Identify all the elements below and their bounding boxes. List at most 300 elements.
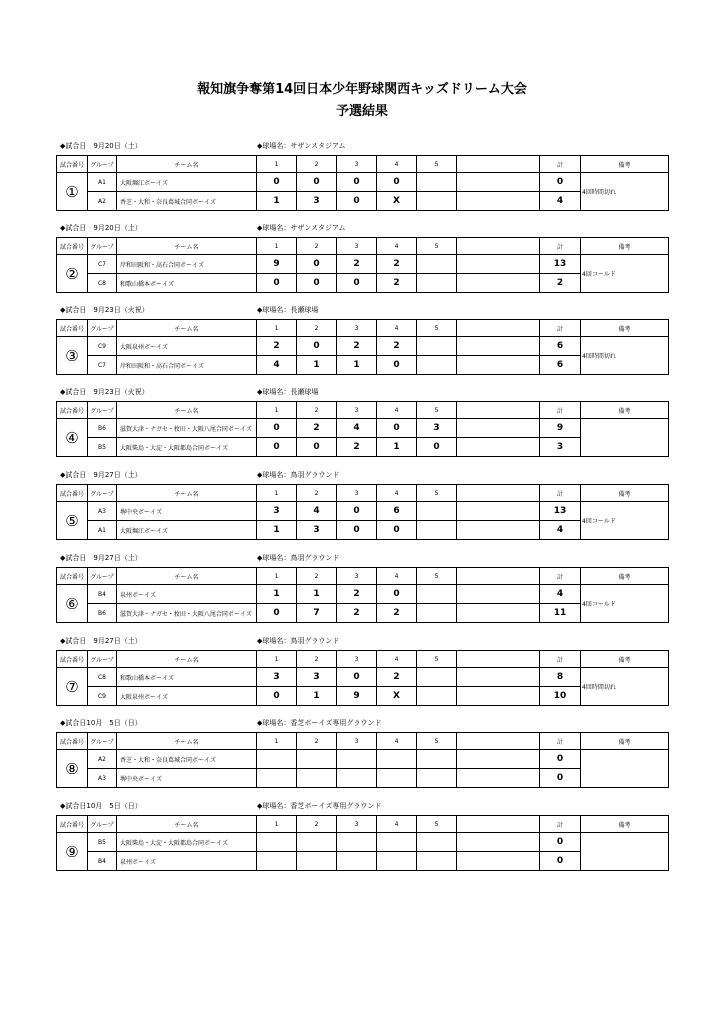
game-number: ②	[57, 255, 88, 293]
score-table	[56, 732, 669, 788]
game-number: ⑥	[57, 585, 88, 623]
score-table	[56, 815, 669, 871]
header-team: チーム名	[117, 485, 257, 502]
header-inning: 3	[337, 238, 377, 255]
score-table	[56, 319, 669, 375]
header-row	[57, 402, 669, 419]
header-team: チーム名	[117, 402, 257, 419]
header-inning: 4	[377, 816, 417, 833]
team-group: C8	[88, 668, 117, 687]
header-inning: 4	[377, 402, 417, 419]
team-row	[57, 502, 669, 521]
game-date: ◆試合日 9月27日（土）	[60, 471, 142, 479]
header-inning: 1	[257, 320, 297, 337]
inning-score	[417, 604, 457, 623]
blank-cell	[457, 521, 540, 540]
game-remarks	[581, 833, 669, 871]
game-header	[56, 303, 668, 319]
game-date: ◆試合日10月 5日（日）	[60, 719, 142, 727]
header-team: チーム名	[117, 320, 257, 337]
header-remarks: 備考	[581, 816, 669, 833]
header-total: 計	[540, 568, 581, 585]
header-total: 計	[540, 733, 581, 750]
inning-score	[417, 769, 457, 788]
header-blank	[457, 651, 540, 668]
game-number: ⑧	[57, 750, 88, 788]
header-inning: 2	[297, 651, 337, 668]
inning-score: 3	[297, 192, 337, 211]
header-team: チーム名	[117, 733, 257, 750]
total-score: 0	[540, 852, 581, 871]
total-score: 9	[540, 419, 581, 438]
game-section	[56, 139, 668, 211]
inning-score: 2	[377, 337, 417, 356]
page-subtitle: 予選結果	[335, 104, 388, 119]
header-game-no: 試合番号	[57, 320, 88, 337]
score-table	[56, 650, 669, 706]
header-team: チーム名	[117, 568, 257, 585]
header-inning: 1	[257, 485, 297, 502]
team-group: B4	[88, 585, 117, 604]
inning-score: 0	[257, 274, 297, 293]
team-row	[57, 585, 669, 604]
header-row	[57, 156, 669, 173]
total-score: 4	[540, 521, 581, 540]
game-remarks: 4回コールド	[581, 255, 669, 293]
inning-score: 2	[337, 438, 377, 457]
total-score: 2	[540, 274, 581, 293]
inning-score	[417, 192, 457, 211]
header-total: 計	[540, 816, 581, 833]
inning-score: 0	[337, 192, 377, 211]
inning-score	[417, 852, 457, 871]
header-remarks: 備考	[581, 651, 669, 668]
header-total: 計	[540, 485, 581, 502]
inning-score: 3	[257, 668, 297, 687]
team-name: 香芝・大和・奈良葛城合同ボーイズ	[117, 192, 257, 211]
inning-score: 0	[377, 173, 417, 192]
header-inning: 1	[257, 733, 297, 750]
game-header	[56, 634, 668, 650]
team-row	[57, 274, 669, 293]
game-venue: ◆球場名：香芝ボーイズ専用グラウンド	[257, 802, 382, 810]
header-game-no: 試合番号	[57, 156, 88, 173]
header-blank	[457, 238, 540, 255]
team-name: 和歌山橋本ボーイズ	[117, 668, 257, 687]
inning-score: 0	[297, 337, 337, 356]
header-row	[57, 568, 669, 585]
header-blank	[457, 320, 540, 337]
game-header	[56, 221, 668, 237]
team-name: 堺中央ボーイズ	[117, 769, 257, 788]
game-header	[56, 799, 668, 815]
blank-cell	[457, 833, 540, 852]
score-table	[56, 567, 669, 623]
team-group: C9	[88, 687, 117, 706]
header-game-no: 試合番号	[57, 816, 88, 833]
inning-score: 0	[297, 255, 337, 274]
game-number: ⑨	[57, 833, 88, 871]
inning-score: 0	[257, 173, 297, 192]
blank-cell	[457, 419, 540, 438]
header-remarks: 備考	[581, 156, 669, 173]
inning-score: 1	[377, 438, 417, 457]
game-section	[56, 551, 668, 623]
inning-score: 1	[257, 521, 297, 540]
header-remarks: 備考	[581, 238, 669, 255]
blank-cell	[457, 687, 540, 706]
blank-cell	[457, 585, 540, 604]
inning-score: 0	[257, 419, 297, 438]
inning-score: 2	[377, 668, 417, 687]
inning-score: 3	[417, 419, 457, 438]
inning-score	[417, 750, 457, 769]
header-inning: 5	[417, 156, 457, 173]
blank-cell	[457, 173, 540, 192]
blank-cell	[457, 356, 540, 375]
team-row	[57, 192, 669, 211]
team-name: 岸和田阪和・高石合同ボーイズ	[117, 356, 257, 375]
header-game-no: 試合番号	[57, 402, 88, 419]
header-total: 計	[540, 651, 581, 668]
inning-score: 3	[297, 521, 337, 540]
team-name: 堺中央ボーイズ	[117, 502, 257, 521]
team-row	[57, 419, 669, 438]
team-row	[57, 255, 669, 274]
header-inning: 1	[257, 238, 297, 255]
header-inning: 1	[257, 568, 297, 585]
inning-score	[417, 668, 457, 687]
team-row	[57, 337, 669, 356]
team-name: 泉州ボーイズ	[117, 585, 257, 604]
inning-score	[257, 769, 297, 788]
inning-score	[377, 750, 417, 769]
inning-score	[417, 521, 457, 540]
inning-score: 2	[377, 274, 417, 293]
header-inning: 2	[297, 816, 337, 833]
game-number: ④	[57, 419, 88, 457]
team-group: C7	[88, 255, 117, 274]
header-inning: 4	[377, 485, 417, 502]
game-remarks: 4回時間切れ	[581, 173, 669, 211]
header-group: グループ	[88, 568, 117, 585]
game-venue: ◆球場名：長瀬球場	[257, 388, 319, 396]
blank-cell	[457, 769, 540, 788]
team-name: 大阪堀江ボーイズ	[117, 173, 257, 192]
game-section	[56, 385, 668, 457]
inning-score: 0	[377, 419, 417, 438]
total-score: 10	[540, 687, 581, 706]
inning-score: 2	[377, 604, 417, 623]
total-score: 6	[540, 337, 581, 356]
game-date: ◆試合日10月 5日（日）	[60, 802, 142, 810]
inning-score: 0	[337, 521, 377, 540]
inning-score: 2	[337, 337, 377, 356]
header-row	[57, 485, 669, 502]
header-blank	[457, 156, 540, 173]
blank-cell	[457, 668, 540, 687]
header-row	[57, 320, 669, 337]
inning-score: 2	[297, 419, 337, 438]
game-venue: ◆球場名：鳥羽グラウンド	[257, 554, 340, 562]
team-group: A1	[88, 521, 117, 540]
inning-score	[257, 852, 297, 871]
game-date: ◆試合日 9月20日（土）	[60, 224, 142, 232]
blank-cell	[457, 337, 540, 356]
game-remarks	[581, 750, 669, 788]
game-date: ◆試合日 9月20日（土）	[60, 142, 142, 150]
game-section	[56, 303, 668, 375]
team-group: A1	[88, 173, 117, 192]
inning-score	[337, 769, 377, 788]
team-group: C7	[88, 356, 117, 375]
header-inning: 5	[417, 320, 457, 337]
team-row	[57, 521, 669, 540]
score-table	[56, 484, 669, 540]
game-number: ⑦	[57, 668, 88, 706]
score-table	[56, 155, 669, 211]
inning-score	[297, 833, 337, 852]
header-team: チーム名	[117, 238, 257, 255]
game-header	[56, 551, 668, 567]
header-inning: 2	[297, 485, 337, 502]
total-score: 8	[540, 668, 581, 687]
header-blank	[457, 733, 540, 750]
total-score: 4	[540, 192, 581, 211]
team-group: A3	[88, 769, 117, 788]
header-inning: 4	[377, 733, 417, 750]
game-venue: ◆球場名：長瀬球場	[257, 306, 319, 314]
score-table	[56, 401, 669, 457]
inning-score: 0	[297, 438, 337, 457]
game-remarks: 4回時間切れ	[581, 668, 669, 706]
inning-score	[417, 173, 457, 192]
team-row	[57, 356, 669, 375]
team-name: 岸和田阪和・高石合同ボーイズ	[117, 255, 257, 274]
inning-score	[417, 255, 457, 274]
inning-score: 0	[297, 173, 337, 192]
header-inning: 5	[417, 238, 457, 255]
inning-score: 4	[297, 502, 337, 521]
header-inning: 3	[337, 485, 377, 502]
inning-score: X	[377, 192, 417, 211]
inning-score: X	[377, 687, 417, 706]
inning-score	[417, 274, 457, 293]
header-inning: 3	[337, 816, 377, 833]
total-score: 6	[540, 356, 581, 375]
team-name: 大阪柴島・大淀・大阪都島合同ボーイズ	[117, 833, 257, 852]
header-inning: 5	[417, 402, 457, 419]
header-inning: 5	[417, 485, 457, 502]
inning-score: 1	[257, 585, 297, 604]
header-total: 計	[540, 402, 581, 419]
header-group: グループ	[88, 156, 117, 173]
game-venue: ◆球場名：香芝ボーイズ専用グラウンド	[257, 719, 382, 727]
team-row	[57, 852, 669, 871]
team-name: 香芝・大和・奈良葛城合同ボーイズ	[117, 750, 257, 769]
inning-score: 0	[257, 687, 297, 706]
inning-score: 1	[297, 356, 337, 375]
game-remarks	[581, 419, 669, 457]
inning-score	[377, 852, 417, 871]
header-game-no: 試合番号	[57, 651, 88, 668]
inning-score	[297, 769, 337, 788]
header-inning: 1	[257, 651, 297, 668]
header-inning: 2	[297, 733, 337, 750]
header-inning: 5	[417, 733, 457, 750]
game-header	[56, 716, 668, 732]
total-score: 11	[540, 604, 581, 623]
team-group: A2	[88, 192, 117, 211]
header-inning: 3	[337, 651, 377, 668]
team-row	[57, 769, 669, 788]
team-group: C9	[88, 337, 117, 356]
game-date: ◆試合日 9月23日（火祝）	[60, 388, 149, 396]
header-inning: 4	[377, 156, 417, 173]
total-score: 0	[540, 769, 581, 788]
inning-score: 7	[297, 604, 337, 623]
game-venue: ◆球場名：鳥羽グラウンド	[257, 637, 340, 645]
header-inning: 3	[337, 568, 377, 585]
inning-score	[417, 687, 457, 706]
inning-score	[417, 356, 457, 375]
blank-cell	[457, 192, 540, 211]
game-number: ①	[57, 173, 88, 211]
header-group: グループ	[88, 320, 117, 337]
game-date: ◆試合日 9月27日（土）	[60, 554, 142, 562]
inning-score: 4	[257, 356, 297, 375]
header-group: グループ	[88, 651, 117, 668]
header-inning: 5	[417, 568, 457, 585]
inning-score: 0	[257, 438, 297, 457]
header-inning: 4	[377, 320, 417, 337]
blank-cell	[457, 502, 540, 521]
inning-score: 0	[337, 502, 377, 521]
inning-score: 0	[257, 604, 297, 623]
team-name: 大阪堀江ボーイズ	[117, 521, 257, 540]
header-game-no: 試合番号	[57, 733, 88, 750]
game-venue: ◆球場名：鳥羽グラウンド	[257, 471, 340, 479]
header-inning: 2	[297, 568, 337, 585]
game-header	[56, 385, 668, 401]
game-section	[56, 221, 668, 293]
inning-score: 6	[377, 502, 417, 521]
team-group: B5	[88, 438, 117, 457]
header-inning: 1	[257, 402, 297, 419]
game-remarks: 4回コールド	[581, 585, 669, 623]
header-remarks: 備考	[581, 568, 669, 585]
game-section	[56, 716, 668, 788]
inning-score	[377, 833, 417, 852]
blank-cell	[457, 438, 540, 457]
header-remarks: 備考	[581, 733, 669, 750]
header-inning: 3	[337, 402, 377, 419]
team-group: A2	[88, 750, 117, 769]
header-total: 計	[540, 156, 581, 173]
header-blank	[457, 485, 540, 502]
team-group: B4	[88, 852, 117, 871]
header-group: グループ	[88, 238, 117, 255]
team-name: 大阪泉州ボーイズ	[117, 337, 257, 356]
inning-score	[257, 750, 297, 769]
blank-cell	[457, 274, 540, 293]
header-inning: 4	[377, 238, 417, 255]
inning-score: 4	[337, 419, 377, 438]
inning-score: 0	[377, 356, 417, 375]
inning-score	[297, 852, 337, 871]
inning-score: 2	[337, 585, 377, 604]
header-inning: 5	[417, 816, 457, 833]
inning-score: 2	[337, 255, 377, 274]
blank-cell	[457, 255, 540, 274]
header-group: グループ	[88, 402, 117, 419]
blank-cell	[457, 604, 540, 623]
header-game-no: 試合番号	[57, 568, 88, 585]
inning-score: 2	[257, 337, 297, 356]
inning-score	[377, 769, 417, 788]
header-row	[57, 651, 669, 668]
game-remarks: 4回コールド	[581, 502, 669, 540]
game-venue: ◆球場名：サザンスタジアム	[257, 142, 346, 150]
team-row	[57, 173, 669, 192]
inning-score: 9	[337, 687, 377, 706]
game-date: ◆試合日 9月27日（土）	[60, 637, 142, 645]
game-number: ⑤	[57, 502, 88, 540]
inning-score: 0	[377, 521, 417, 540]
total-score: 4	[540, 585, 581, 604]
team-name: 泉州ボーイズ	[117, 852, 257, 871]
header-inning: 2	[297, 320, 337, 337]
team-row	[57, 750, 669, 769]
game-section	[56, 799, 668, 871]
header-game-no: 試合番号	[57, 485, 88, 502]
team-row	[57, 687, 669, 706]
inning-score: 0	[377, 585, 417, 604]
header-total: 計	[540, 238, 581, 255]
header-total: 計	[540, 320, 581, 337]
inning-score	[417, 585, 457, 604]
header-game-no: 試合番号	[57, 238, 88, 255]
header-remarks: 備考	[581, 485, 669, 502]
team-row	[57, 668, 669, 687]
inning-score: 3	[257, 502, 297, 521]
inning-score	[417, 337, 457, 356]
header-inning: 2	[297, 402, 337, 419]
inning-score	[337, 833, 377, 852]
team-name: 和歌山橋本ボーイズ	[117, 274, 257, 293]
inning-score	[337, 852, 377, 871]
game-section	[56, 634, 668, 706]
inning-score: 0	[337, 173, 377, 192]
team-group: B5	[88, 833, 117, 852]
game-number: ③	[57, 337, 88, 375]
inning-score: 1	[337, 356, 377, 375]
team-name: 大阪柴島・大淀・大阪都島合同ボーイズ	[117, 438, 257, 457]
inning-score	[257, 833, 297, 852]
header-group: グループ	[88, 485, 117, 502]
inning-score: 0	[337, 274, 377, 293]
team-group: A3	[88, 502, 117, 521]
inning-score: 2	[377, 255, 417, 274]
header-inning: 2	[297, 156, 337, 173]
header-row	[57, 238, 669, 255]
total-score: 13	[540, 502, 581, 521]
tournament-title: 報知旗争奪第14回日本少年野球関西キッズドリーム大会	[197, 82, 527, 97]
header-remarks: 備考	[581, 320, 669, 337]
header-inning: 2	[297, 238, 337, 255]
header-blank	[457, 568, 540, 585]
blank-cell	[457, 750, 540, 769]
